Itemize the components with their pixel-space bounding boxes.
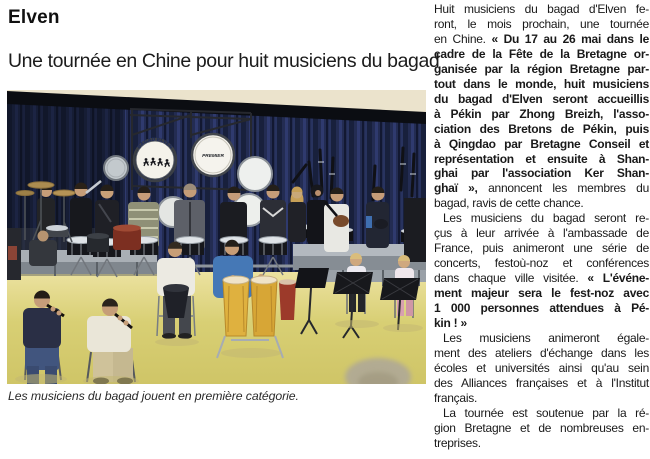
article-line: Les musiciens animeront égale- (443, 330, 649, 345)
article-line: bagad, ravis de cette chance. (434, 196, 584, 211)
bass-drum-gray (104, 156, 128, 180)
article-line: dans chaque ville visitée. « L'événe- (434, 271, 649, 286)
article-line: cadre de la Fête de la Bretagne or- (434, 46, 649, 61)
bass-drum-logo (134, 137, 176, 181)
article-line: Les musiciens du bagad seront re- (443, 211, 649, 226)
bass-drum-plain (238, 157, 272, 191)
article-line: ciation des Bretons de Pékin, puis (434, 121, 649, 136)
article-line: 1 000 personnes attendues à Pé- (434, 301, 649, 316)
article-line: du bagad d'Elven seront accueillis (434, 91, 649, 106)
article-line: concerts, festoù-noz et conférences (434, 256, 649, 271)
article-line: à Pékin par Zhong Breizh, l'asso- (434, 106, 649, 121)
article-line: Huit musiciens du bagad d'Elven fe- (434, 2, 649, 16)
article-line: ront, le mois prochain, une tournée (434, 16, 649, 31)
article-headline: Une tournée en Chine pour huit musiciens du bagad (8, 50, 440, 72)
article-line: ment majeur sera le fest-noz avec (434, 286, 649, 301)
article-line: gion Bretagne et de nombreuses en- (434, 420, 649, 435)
article-line: des Alliances françaises et à l'Institut (434, 375, 649, 390)
section-kicker: Elven (8, 7, 60, 28)
article-line: La tournée est soutenue par la ré- (443, 405, 649, 420)
article-body (434, 2, 649, 451)
article-line: représentation et ensuite à Shan- (434, 151, 649, 166)
photo-caption: Les musiciens du bagad jouent en première catégorie. (8, 389, 299, 403)
article-line: kin ! » (434, 316, 467, 331)
article-line: treprises. (434, 435, 481, 450)
photo-bagad-rehearsal (7, 90, 426, 384)
article-line: France, puis animeront une série de (434, 241, 649, 256)
article-line: ment des ateliers d'échange dans les (434, 345, 649, 360)
article-line: ghai par l'association Ker Shan- (434, 166, 649, 181)
article-line: en Chine. « Du 17 au 26 mai dans le (434, 31, 650, 46)
article-line: ghaï », annoncent les membres du (434, 181, 649, 196)
article-line: tout dans le monde, huit musiciens (434, 76, 649, 91)
article-line: çus à leur arrivée à l'ambassade de (434, 226, 649, 241)
article-line: français. (434, 390, 478, 405)
drum-brand-text: PREMIER (202, 154, 224, 159)
article-line: à Qingdao par Bretagne Conseil et (434, 136, 649, 151)
drum-logo-text: BAGAD ELVEN (136, 136, 174, 151)
article-line: écoles et universités ainsi qu'au sein (434, 360, 649, 375)
article-line: ganisée par la région Bretagne par- (434, 61, 649, 76)
bass-drum-premier (192, 134, 234, 176)
